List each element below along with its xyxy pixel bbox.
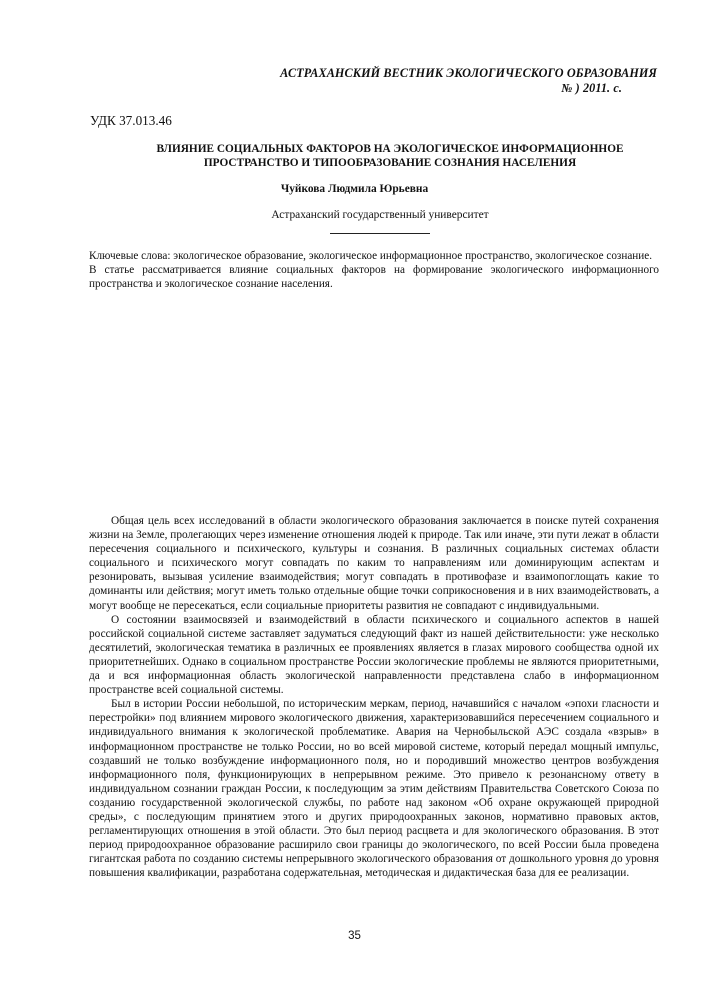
udk-code: УДК 37.013.46 xyxy=(90,113,172,128)
article-title xyxy=(130,142,650,170)
abstract: В статье рассматривается влияние социальных факторов на формирование экологического информационного пространства и экологическое сознание населения. xyxy=(89,264,659,291)
journal-issue: № ) 2011. с. xyxy=(561,81,622,95)
journal-title: АСТРАХАНСКИЙ ВЕСТНИК ЭКОЛОГИЧЕСКОГО ОБРАЗОВАНИЯ xyxy=(280,66,657,80)
keywords: Ключевые слова: экологическое образование, экологическое информационное пространство, экологическое сознание. xyxy=(89,250,653,262)
article-body xyxy=(89,514,659,880)
article-title-line-2: ПРОСТРАНСТВО И ТИПООБРАЗОВАНИЕ СОЗНАНИЯ НАСЕЛЕНИЯ xyxy=(203,157,577,169)
author-affiliation: Астраханский государственный университет xyxy=(271,209,489,221)
title-divider xyxy=(330,233,430,234)
body-paragraph-1: Общая цель всех исследований в области экологического образования заключается в поиске путей сохранения жизни на Земле, пролегающих через изменение отношения людей к природе. Так или иначе, эти пути лежат в области пересечения социального и психического, культуры и сознания. В различных социальных системах области социального и психического могут совпадать по каким то направлениям или доминирующим аспектам и резонировать, вызывая усиление взаимодействия; могут совпадать в противофазе и взаимопоглощать какие то доминанты или действия; могут иметь только отдельные общие точки соприкосновения и в них взаимодействовать, а могут вообще не пересекаться, если социальные приоритеты развития не совпадают с индивидуальными. xyxy=(89,515,659,612)
keywords-block xyxy=(89,249,659,291)
journal-header xyxy=(137,66,657,96)
body-paragraph-2: О состоянии взаимосвязей и взаимодействий в области психического и социального аспектов в нашей российской социальной системе заставляет задуматься следующий факт из нашей действительности: уже несколько десятилетий, экологическая тематика в различных ее проявлениях является в глазах мирового сообщества одной их приоритетнейших. Однако в социальном пространстве России экологические проблемы не являются приоритетными, да и вся информационная область экологической направленности представлена слабо в информационном пространстве всей социальной системы. xyxy=(89,613,659,697)
body-paragraph-3: Был в истории России небольшой, по историческим меркам, период, начавшийся с началом «эпохи гласности и перестройки» под влиянием мирового экологического движения, характеризовавшийся пересечением социального и индивидуального внимания к экологической проблематике. Авария на Чернобыльской АЭС создала «взрыв» в информационном пространстве не только России, но во всей мировой системе, который передал мощный импульс, создавший не только возбуждение информационного поля, но и породивший множество центров возбуждения информационного поля, функционирующих в непрерывном режиме. Это привело к резонансному ответу в индивидуальном сознании граждан России, к последующим за этим действиям Правительства Советского Союза по созданию государственной экологической службы, по работе над законом «Об охране окружающей природной среды», с последующим принятием этого и других природоохранных законов, нормативно правовых актов, регламентирующих отношения в этой области. Это был период расцвета и для экологического образования. В этот период природоохранное образование расширило свои границы до экологического, по всей России была проведена гигантская работа по созданию системы непрерывного экологического образования от дошкольного уровня до уровня повышения квалификации, разработана содержательная, методическая и дидактическая база для ее реализации. xyxy=(89,698,659,880)
author-name: Чуйкова Людмила Юрьевна xyxy=(280,183,429,195)
article-title-line-1: ВЛИЯНИЕ СОЦИАЛЬНЫХ ФАКТОРОВ НА ЭКОЛОГИЧЕСКОЕ ИНФОРМАЦИОННОЕ xyxy=(156,143,624,155)
page-number: 35 xyxy=(348,930,361,942)
